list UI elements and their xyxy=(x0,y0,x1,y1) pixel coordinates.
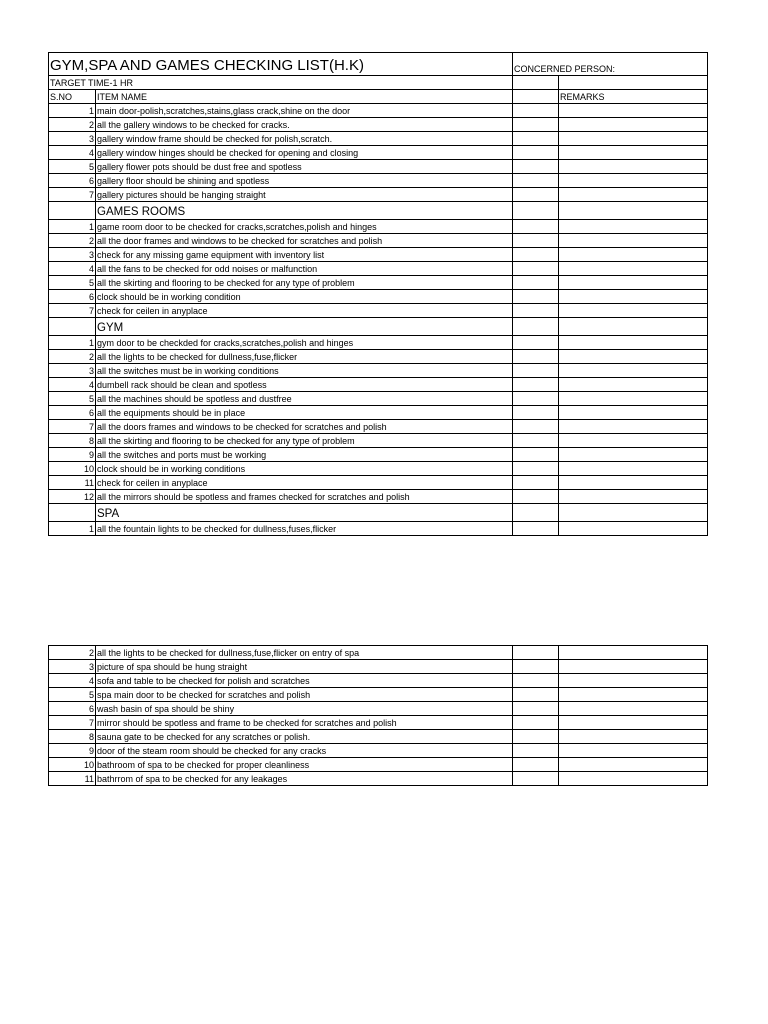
item-name: bathroom of spa to be checked for proper cleanliness xyxy=(96,758,513,772)
item-name: all the lights to be checked for dullness,fuse,flicker on entry of spa xyxy=(96,646,513,660)
check-cell[interactable] xyxy=(513,716,559,730)
table-row xyxy=(49,220,708,234)
check-cell[interactable] xyxy=(513,772,559,786)
title-row xyxy=(49,53,708,76)
gym-items xyxy=(49,336,708,504)
table-row xyxy=(49,276,708,290)
section-label: GYM xyxy=(96,318,513,336)
item-name: door of the steam room should be checked for any cracks xyxy=(96,744,513,758)
remarks-cell[interactable] xyxy=(559,660,708,674)
item-number: 10 xyxy=(49,462,96,476)
check-cell[interactable] xyxy=(513,406,559,420)
item-number: 5 xyxy=(49,688,96,702)
item-number: 6 xyxy=(49,174,96,188)
remarks-cell[interactable] xyxy=(559,160,708,174)
table-row xyxy=(49,146,708,160)
table-row xyxy=(49,234,708,248)
table-row xyxy=(49,420,708,434)
item-name: gallery window hinges should be checked for opening and closing xyxy=(96,146,513,160)
remarks-cell[interactable] xyxy=(559,262,708,276)
section-label: SPA xyxy=(96,504,513,522)
remarks-cell[interactable] xyxy=(559,234,708,248)
remarks-cell[interactable] xyxy=(559,674,708,688)
item-number: 11 xyxy=(49,772,96,786)
check-cell[interactable] xyxy=(513,290,559,304)
games-items xyxy=(49,220,708,318)
item-number: 5 xyxy=(49,392,96,406)
item-name: check for ceilen in anyplace xyxy=(96,476,513,490)
check-cell[interactable] xyxy=(513,758,559,772)
item-number: 3 xyxy=(49,364,96,378)
check-cell[interactable] xyxy=(513,476,559,490)
item-number: 8 xyxy=(49,434,96,448)
table-row xyxy=(49,290,708,304)
item-number: 5 xyxy=(49,160,96,174)
item-name: main door-polish,scratches,stains,glass crack,shine on the door xyxy=(96,104,513,118)
item-number: 6 xyxy=(49,702,96,716)
check-cell[interactable] xyxy=(513,434,559,448)
check-cell[interactable] xyxy=(513,660,559,674)
item-name: all the machines should be spotless and dustfree xyxy=(96,392,513,406)
spa-section xyxy=(49,504,708,522)
remarks-cell[interactable] xyxy=(559,248,708,262)
item-name: all the doors frames and windows to be checked for scratches and polish xyxy=(96,420,513,434)
remarks-cell[interactable] xyxy=(559,174,708,188)
item-name: all the equipments should be in place xyxy=(96,406,513,420)
check-cell[interactable] xyxy=(513,646,559,660)
item-number: 5 xyxy=(49,276,96,290)
check-cell[interactable] xyxy=(513,744,559,758)
section-header-gym xyxy=(49,318,708,336)
item-number: 9 xyxy=(49,744,96,758)
check-cell[interactable] xyxy=(513,522,559,536)
item-number: 12 xyxy=(49,490,96,504)
item-number: 6 xyxy=(49,406,96,420)
item-name: all the door frames and windows to be checked for scratches and polish xyxy=(96,234,513,248)
table-row xyxy=(49,688,708,702)
table-row xyxy=(49,702,708,716)
item-number: 3 xyxy=(49,660,96,674)
remarks-cell[interactable] xyxy=(559,336,708,350)
item-number: 4 xyxy=(49,378,96,392)
table-row xyxy=(49,392,708,406)
item-name: bathrrom of spa to be checked for any leakages xyxy=(96,772,513,786)
item-name: check for any missing game equipment with inventory list xyxy=(96,248,513,262)
item-name: all the fans to be checked for odd noises or malfunction xyxy=(96,262,513,276)
table-row xyxy=(49,262,708,276)
check-cell[interactable] xyxy=(513,702,559,716)
table-row xyxy=(49,350,708,364)
item-name: check for ceilen in anyplace xyxy=(96,304,513,318)
item-number: 2 xyxy=(49,234,96,248)
item-number: 1 xyxy=(49,104,96,118)
item-number: 6 xyxy=(49,290,96,304)
table-row xyxy=(49,772,708,786)
spa-items xyxy=(49,522,708,536)
check-cell[interactable] xyxy=(513,448,559,462)
table-row xyxy=(49,522,708,536)
remarks-cell[interactable] xyxy=(559,406,708,420)
table-row xyxy=(49,132,708,146)
item-number: 3 xyxy=(49,248,96,262)
remarks-cell[interactable] xyxy=(559,290,708,304)
item-number: 1 xyxy=(49,522,96,536)
col-item-header: ITEM NAME xyxy=(96,90,513,104)
checklist-table-page-2 xyxy=(48,645,708,786)
item-number: 7 xyxy=(49,420,96,434)
target-time: TARGET TIME-1 HR xyxy=(49,76,513,90)
table-row xyxy=(49,758,708,772)
gym-section xyxy=(49,318,708,336)
item-name: gallery flower pots should be dust free and spotless xyxy=(96,160,513,174)
remarks-cell[interactable] xyxy=(559,132,708,146)
check-cell[interactable] xyxy=(513,364,559,378)
item-number: 7 xyxy=(49,304,96,318)
table-row xyxy=(49,248,708,262)
table-row xyxy=(49,336,708,350)
item-number: 4 xyxy=(49,674,96,688)
table-row xyxy=(49,434,708,448)
check-cell[interactable] xyxy=(513,146,559,160)
table-row xyxy=(49,188,708,202)
games-section xyxy=(49,202,708,220)
remarks-cell[interactable] xyxy=(559,146,708,160)
item-name: spa main door to be checked for scratches and polish xyxy=(96,688,513,702)
table-row xyxy=(49,660,708,674)
spa-continued-items xyxy=(49,646,708,786)
item-number: 2 xyxy=(49,350,96,364)
section-header-spa xyxy=(49,504,708,522)
item-name: all the switches and ports must be working xyxy=(96,448,513,462)
check-cell[interactable] xyxy=(513,674,559,688)
item-name: gallery pictures should be hanging straight xyxy=(96,188,513,202)
table-row xyxy=(49,716,708,730)
remarks-cell[interactable] xyxy=(559,378,708,392)
remarks-cell[interactable] xyxy=(559,522,708,536)
item-name: gym door to be checkded for cracks,scratches,polish and hinges xyxy=(96,336,513,350)
remarks-cell[interactable] xyxy=(559,304,708,318)
remarks-cell[interactable] xyxy=(559,646,708,660)
check-cell[interactable] xyxy=(513,104,559,118)
table-row xyxy=(49,490,708,504)
table-row xyxy=(49,476,708,490)
check-cell[interactable] xyxy=(513,248,559,262)
item-number: 7 xyxy=(49,188,96,202)
concerned-person-label: CONCERNED PERSON: xyxy=(513,53,708,76)
item-name: game room door to be checked for cracks,scratches,polish and hinges xyxy=(96,220,513,234)
check-cell[interactable] xyxy=(513,304,559,318)
item-name: mirror should be spotless and frame to be checked for scratches and polish xyxy=(96,716,513,730)
item-name: sofa and table to be checked for polish and scratches xyxy=(96,674,513,688)
target-time-row xyxy=(49,76,708,90)
check-cell[interactable] xyxy=(513,350,559,364)
check-cell[interactable] xyxy=(513,188,559,202)
item-name: gallery window frame should be checked for polish,scratch. xyxy=(96,132,513,146)
item-number: 2 xyxy=(49,118,96,132)
remarks-cell[interactable] xyxy=(559,364,708,378)
table-row xyxy=(49,174,708,188)
remarks-cell[interactable] xyxy=(559,448,708,462)
table-row xyxy=(49,730,708,744)
remarks-cell[interactable] xyxy=(559,702,708,716)
table-row xyxy=(49,674,708,688)
table-row xyxy=(49,118,708,132)
remarks-cell[interactable] xyxy=(559,420,708,434)
item-number: 2 xyxy=(49,646,96,660)
check-cell[interactable] xyxy=(513,420,559,434)
item-number: 10 xyxy=(49,758,96,772)
check-cell[interactable] xyxy=(513,688,559,702)
item-name: all the skirting and flooring to be checked for any type of problem xyxy=(96,434,513,448)
item-number: 11 xyxy=(49,476,96,490)
item-number: 1 xyxy=(49,336,96,350)
table-row xyxy=(49,364,708,378)
gallery-section xyxy=(49,104,708,202)
item-name: wash basin of spa should be shiny xyxy=(96,702,513,716)
remarks-cell[interactable] xyxy=(559,392,708,406)
col-remarks-header: REMARKS xyxy=(559,90,708,104)
table-row xyxy=(49,744,708,758)
remarks-cell[interactable] xyxy=(559,188,708,202)
remarks-cell[interactable] xyxy=(559,462,708,476)
check-cell[interactable] xyxy=(513,234,559,248)
remarks-cell[interactable] xyxy=(559,220,708,234)
check-cell[interactable] xyxy=(513,378,559,392)
check-cell[interactable] xyxy=(513,118,559,132)
remarks-cell[interactable] xyxy=(559,490,708,504)
remarks-cell[interactable] xyxy=(559,758,708,772)
check-cell[interactable] xyxy=(513,132,559,146)
item-name: all the fountain lights to be checked for dullness,fuses,flicker xyxy=(96,522,513,536)
column-header-row xyxy=(49,90,708,104)
table-row xyxy=(49,304,708,318)
remarks-cell[interactable] xyxy=(559,434,708,448)
item-name: all the lights to be checked for dullness,fuse,flicker xyxy=(96,350,513,364)
table-row xyxy=(49,448,708,462)
section-header-games xyxy=(49,202,708,220)
remarks-cell[interactable] xyxy=(559,772,708,786)
item-number: 7 xyxy=(49,716,96,730)
check-cell[interactable] xyxy=(513,462,559,476)
remarks-cell[interactable] xyxy=(559,118,708,132)
check-cell[interactable] xyxy=(513,730,559,744)
section-label: GAMES ROOMS xyxy=(96,202,513,220)
item-number: 4 xyxy=(49,146,96,160)
check-cell[interactable] xyxy=(513,174,559,188)
check-cell[interactable] xyxy=(513,262,559,276)
table-row xyxy=(49,378,708,392)
item-number: 4 xyxy=(49,262,96,276)
check-cell[interactable] xyxy=(513,336,559,350)
remarks-cell[interactable] xyxy=(559,350,708,364)
check-cell[interactable] xyxy=(513,220,559,234)
check-cell[interactable] xyxy=(513,490,559,504)
check-cell[interactable] xyxy=(513,392,559,406)
page-title: GYM,SPA AND GAMES CHECKING LIST(H.K) xyxy=(49,53,513,76)
item-name: all the mirrors should be spotless and frames checked for scratches and polish xyxy=(96,490,513,504)
item-name: clock should be in working condition xyxy=(96,290,513,304)
table-row xyxy=(49,462,708,476)
remarks-cell[interactable] xyxy=(559,730,708,744)
item-number: 9 xyxy=(49,448,96,462)
table-row xyxy=(49,160,708,174)
item-name: all the switches must be in working conditions xyxy=(96,364,513,378)
table-row xyxy=(49,646,708,660)
item-number: 8 xyxy=(49,730,96,744)
table-row xyxy=(49,406,708,420)
remarks-cell[interactable] xyxy=(559,476,708,490)
item-name: all the skirting and flooring to be checked for any type of problem xyxy=(96,276,513,290)
remarks-cell[interactable] xyxy=(559,104,708,118)
check-cell[interactable] xyxy=(513,276,559,290)
table-row xyxy=(49,104,708,118)
check-cell[interactable] xyxy=(513,160,559,174)
item-name: sauna gate to be checked for any scratches or polish. xyxy=(96,730,513,744)
item-name: picture of spa should be hung straight xyxy=(96,660,513,674)
item-number: 3 xyxy=(49,132,96,146)
item-name: dumbell rack should be clean and spotless xyxy=(96,378,513,392)
item-number: 1 xyxy=(49,220,96,234)
item-name: gallery floor should be shining and spotless xyxy=(96,174,513,188)
remarks-cell[interactable] xyxy=(559,688,708,702)
item-name: clock should be in working conditions xyxy=(96,462,513,476)
remarks-cell[interactable] xyxy=(559,716,708,730)
col-sno-header: S.NO xyxy=(49,90,96,104)
remarks-cell[interactable] xyxy=(559,276,708,290)
checklist-table-page-1 xyxy=(48,52,708,536)
remarks-cell[interactable] xyxy=(559,744,708,758)
item-name: all the gallery windows to be checked for cracks. xyxy=(96,118,513,132)
